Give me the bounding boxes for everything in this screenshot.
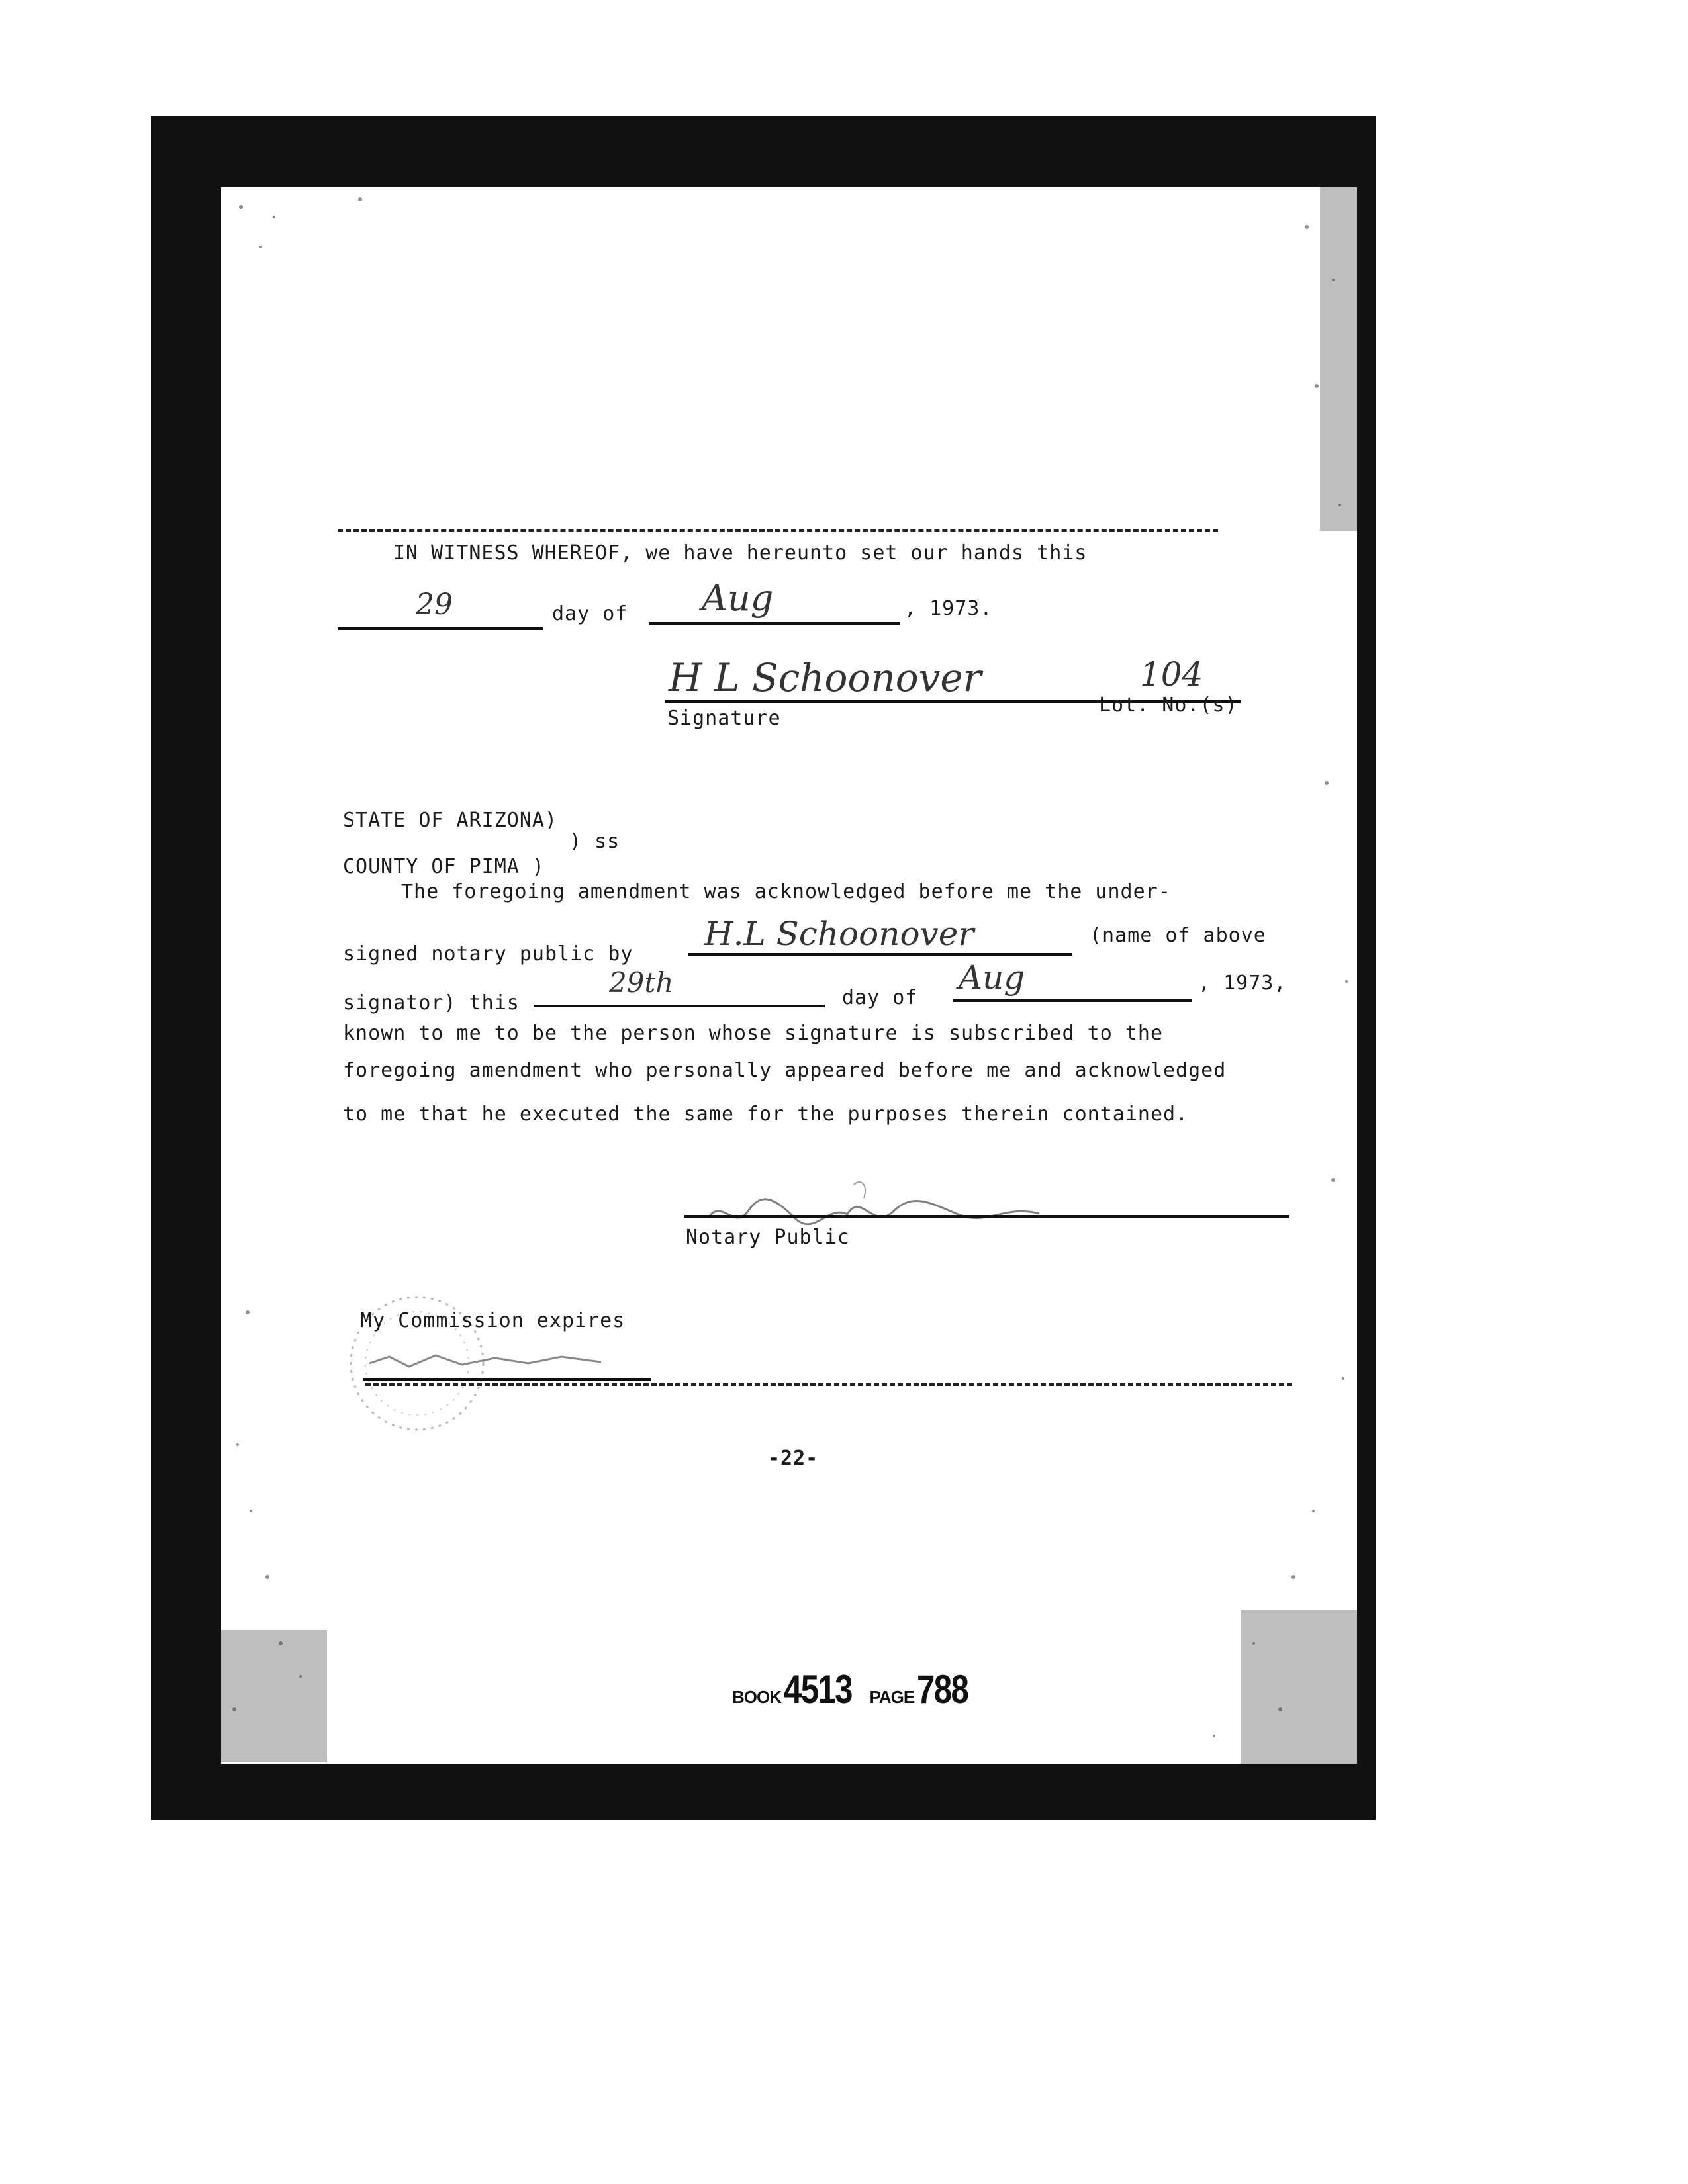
witness-year: , 1973.	[904, 597, 993, 620]
commission-date-handwritten	[363, 1337, 628, 1383]
commission-rule	[363, 1378, 651, 1381]
page-number-stamp: 788	[917, 1667, 968, 1711]
witness-month-handwritten: Aug	[702, 577, 774, 619]
witness-day-label: day of	[552, 602, 628, 625]
ack-line-3-pre: signator) this	[343, 991, 520, 1015]
document-sheet	[221, 187, 1357, 1764]
commission-label: My Commission expires	[360, 1309, 626, 1332]
ack-line-5: foregoing amendment who personally appeared before me and acknowledged	[343, 1059, 1227, 1082]
book-label: BOOK	[732, 1687, 781, 1707]
ack-line-2-post: (name of above	[1090, 924, 1266, 947]
witness-signature-handwritten: H L Schoonover	[669, 655, 982, 700]
ack-month-handwritten: Aug	[959, 958, 1025, 997]
ack-day-handwritten: 29th	[609, 966, 674, 999]
bottom-dashed-divider	[365, 1383, 1292, 1386]
signature-label: Signature	[667, 707, 781, 730]
top-dashed-divider	[338, 529, 1218, 532]
witness-day-handwritten: 29	[416, 588, 453, 621]
witness-month-rule	[649, 622, 900, 625]
ack-month-rule	[953, 999, 1192, 1002]
ack-name-rule	[688, 953, 1072, 956]
ack-day-rule	[534, 1005, 825, 1007]
ack-line-4: known to me to be the person whose signature is subscribed to the	[343, 1022, 1163, 1045]
ack-line-1: The foregoing amendment was acknowledged before me the under-	[401, 880, 1171, 903]
page-number: -22-	[768, 1447, 819, 1470]
page-label: PAGE	[869, 1687, 915, 1707]
ack-name-handwritten: H.L Schoonover	[704, 915, 974, 953]
witness-day-rule	[338, 627, 543, 630]
venue-ss: ) ss	[569, 830, 620, 853]
ack-line-3-post: , 1973,	[1198, 972, 1287, 995]
witness-line: IN WITNESS WHEREOF, we have hereunto set our hands this	[393, 541, 1088, 565]
venue-county: COUNTY OF PIMA )	[343, 855, 545, 878]
ack-line-6: to me that he executed the same for the purposes therein contained.	[343, 1103, 1189, 1126]
ack-line-2-pre: signed notary public by	[343, 942, 633, 966]
scan-speckle	[221, 187, 1357, 1764]
ack-line-3-mid: day of	[842, 986, 918, 1009]
lot-label: Lot. No.(s)	[1099, 694, 1238, 717]
witness-lot-handwritten: 104	[1140, 655, 1203, 694]
notary-signature-rule	[684, 1215, 1289, 1218]
book-number: 4513	[784, 1667, 852, 1711]
venue-state: STATE OF ARIZONA)	[343, 809, 558, 832]
notary-public-label: Notary Public	[686, 1226, 850, 1249]
recording-stamp	[732, 1666, 979, 1712]
